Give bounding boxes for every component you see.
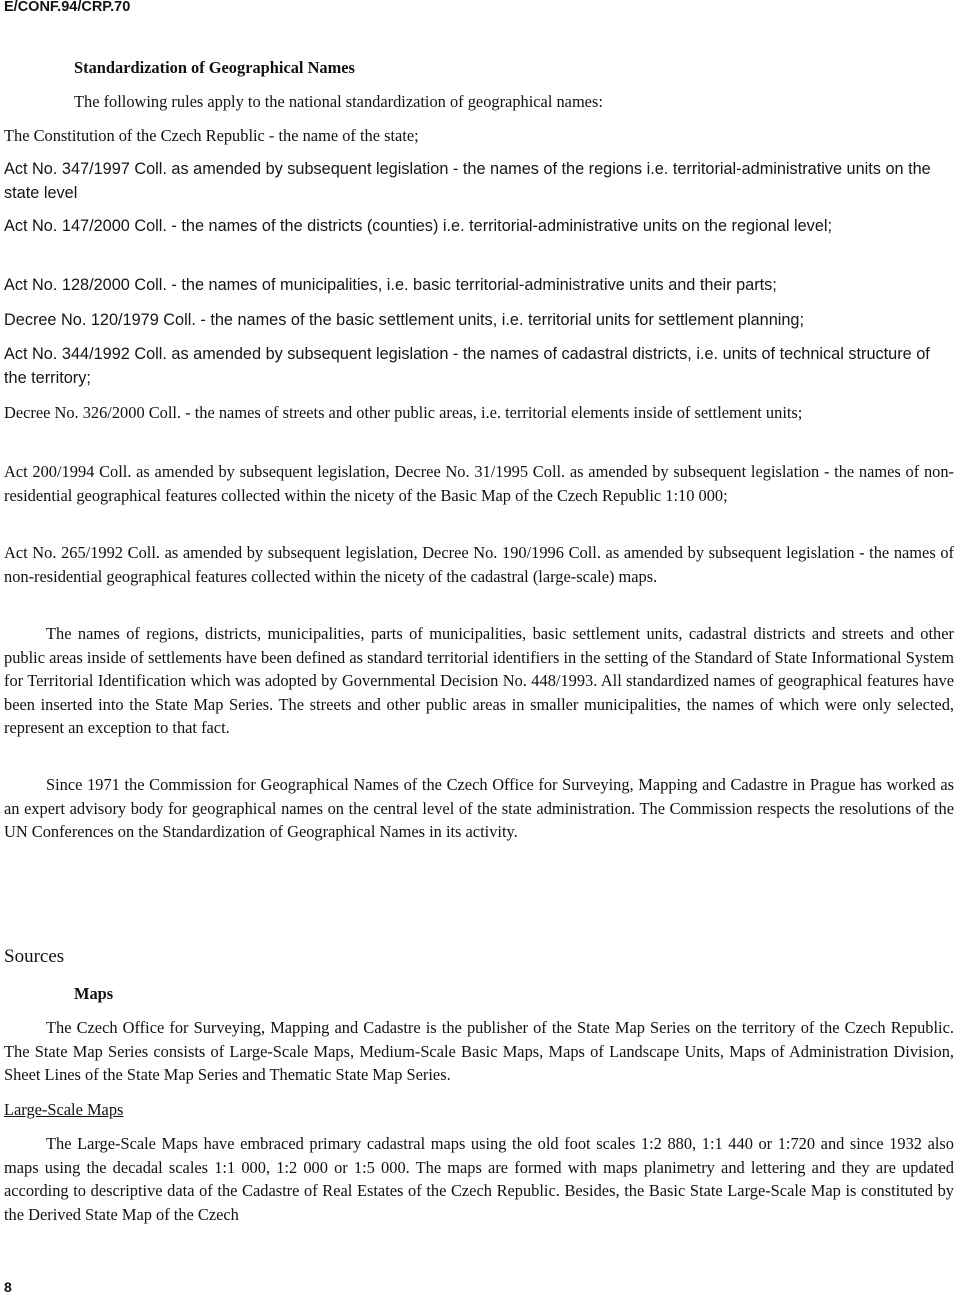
body-paragraph: Since 1971 the Commission for Geographical Names of the Czech Office for Surveying, Mapping and Cadastre in Prague has worked as an expert advisory body for geographical names on the central level of the state administration. The Commission respects the resolutions of the UN Conferences on the Standardization of Geographical Names in its activity. xyxy=(4,775,954,841)
legislation-item: Act 200/1994 Coll. as amended by subsequent legislation, Decree No. 31/1995 Coll. as amended by subsequent legislation - the names of non-residential geographical features collected within the nicety of the Basic Map of the Czech Republic 1:10 000; xyxy=(4,462,954,505)
body-paragraph: The Czech Office for Surveying, Mapping and Cadastre is the publisher of the State Map Series on the territory of the Czech Republic. The State Map Series consists of Large-Scale Maps, Medium-Scale Basic Maps, Maps of Landscape Units, Maps of Administration Division, Sheet Lines of the State Map Series and Thematic State Map Series. xyxy=(4,1018,954,1084)
legislation-item: Act No. 344/1992 Coll. as amended by subsequent legislation - the names of cadastral districts, i.e. units of technical structure of the territory; xyxy=(4,345,930,387)
legislation-item: Act No. 265/1992 Coll. as amended by subsequent legislation, Decree No. 190/1996 Coll. as amended by subsequent legislation - the names of non-residential geographical features collected within the nicety of the cadastral (large-scale) maps. xyxy=(4,543,954,586)
intro-text: The following rules apply to the national standardization of geographical names: xyxy=(74,92,603,111)
document-code: E/CONF.94/CRP.70 xyxy=(4,0,131,15)
legislation-item: Decree No. 326/2000 Coll. - the names of streets and other public areas, i.e. territorial elements inside of settlement units; xyxy=(4,403,803,422)
page-number: 8 xyxy=(4,1279,12,1295)
section-heading-standardization: Standardization of Geographical Names xyxy=(74,58,355,77)
legislation-item: Decree No. 120/1979 Coll. - the names of the basic settlement units, i.e. territorial units for settlement planning; xyxy=(4,311,804,329)
body-paragraph: The names of regions, districts, municipalities, parts of municipalities, basic settlement units, cadastral districts and streets and other public areas inside of settlements have been defined as standard territorial identifiers in the setting of the Standard of State Informational System for Territorial Identification which was adopted by Governmental Decision No. 448/1993. All standardized names of geographical features have been inserted into the State Map Series. The streets and other public areas in smaller municipalities, the names of which were only selected, represent an exception to that fact. xyxy=(4,624,954,737)
subheading-maps: Maps xyxy=(74,984,114,1003)
section-heading-sources: Sources xyxy=(4,946,65,967)
legislation-item: Act No. 147/2000 Coll. - the names of the districts (counties) i.e. territorial-administrative units on the regional level; xyxy=(4,217,833,235)
constitution-line: The Constitution of the Czech Republic - the name of the state; xyxy=(4,126,419,145)
legislation-item: Act No. 128/2000 Coll. - the names of municipalities, i.e. basic territorial-administrative units and their parts; xyxy=(4,276,777,294)
subheading-large-scale-maps: Large-Scale Maps xyxy=(4,1100,124,1119)
legislation-item: Act No. 347/1997 Coll. as amended by subsequent legislation - the names of the regions i.e. territorial-administrative units on the state level xyxy=(4,160,931,202)
body-paragraph: The Large-Scale Maps have embraced primary cadastral maps using the old foot scales 1:2 880, 1:1 440 or 1:720 and since 1932 also maps using the decadal scales 1:1 000, 1:2 000 or 1:5 000. The maps are formed with maps planimetry and lettering and they are updated according to descriptive data of the Cadastre of Real Estates of the Czech Republic. Besides, the Basic State Large-Scale Map is constituted by the Derived State Map of the Czech xyxy=(4,1134,954,1224)
